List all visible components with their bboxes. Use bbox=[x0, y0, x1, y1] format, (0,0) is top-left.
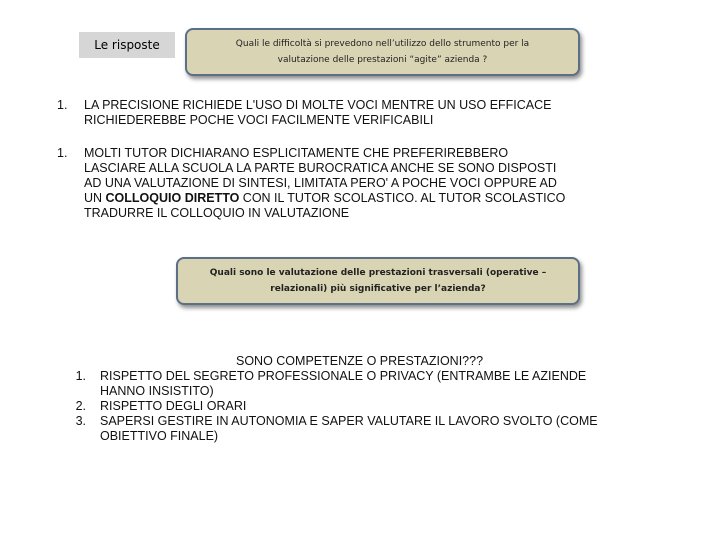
question2-line1: Quali sono le valutazione delle prestazioni trasversali (operative – bbox=[209, 268, 547, 278]
answer-number: 1. bbox=[57, 146, 68, 160]
answer-item-precision bbox=[57, 98, 677, 130]
list-item-text: RISPETTO DEGLI ORARI bbox=[100, 399, 247, 413]
section-tag bbox=[79, 32, 175, 58]
list-item-text: RISPETTO DEL SEGRETO PROFESSIONALE O PRIVACY (ENTRAMBE LE AZIENDE HANNO INSISTITO) bbox=[100, 369, 587, 398]
list-item-number: 3. bbox=[75, 414, 86, 428]
question1-line2: valutazione delle prestazioni “agite” azienda ? bbox=[277, 55, 488, 65]
question-box-difficulties bbox=[185, 28, 580, 76]
answer-number: 1. bbox=[57, 98, 68, 112]
list-item-number: 1. bbox=[75, 369, 86, 383]
answers2-list bbox=[68, 369, 688, 444]
answers2-heading: SONO COMPETENZE O PRESTAZIONI??? bbox=[236, 354, 484, 368]
list-item-number: 2. bbox=[75, 399, 86, 413]
list-item bbox=[68, 369, 688, 399]
question-box-transversal bbox=[176, 257, 580, 305]
list-item bbox=[68, 399, 688, 414]
list-item-text: SAPERSI GESTIRE IN AUTONOMIA E SAPER VALUTARE IL LAVORO SVOLTO (COME OBIETTIVO FINALE) bbox=[100, 414, 598, 443]
list-item bbox=[68, 414, 688, 444]
answer-text bbox=[84, 146, 565, 221]
question2-line2: relazionali) più significative per l’azienda? bbox=[270, 284, 486, 294]
answer-text-after: CON IL TUTOR SCOLASTICO. AL TUTOR SCOLASTICO TRADURRE IL COLLOQUIO IN VALUTAZIONE bbox=[84, 191, 566, 220]
answer-text-before: MOLTI TUTOR DICHIARANO ESPLICITAMENTE CHE PREFERIREBBERO LASCIARE ALLA SCUOLA LA PARTE BUROCRATICA ANCHE SE SONO DISPOSTI AD UNA VALUTAZIONE DI SINTESI, LIMITATA PERO' A POCHE VOCI OPPURE AD UN bbox=[84, 146, 557, 205]
answer-item-tutors bbox=[57, 146, 677, 226]
answer-text: LA PRECISIONE RICHIEDE L'USO DI MOLTE VOCI MENTRE UN USO EFFICACE RICHIEDEREBBE POCHE VOCI FACILMENTE VERIFICABILI bbox=[84, 98, 552, 127]
section-tag-label: Le risposte bbox=[94, 38, 160, 52]
answer-text-bold: COLLOQUIO DIRETTO bbox=[105, 191, 240, 205]
question1-line1: Quali le difficoltà si prevedono nell’utilizzo dello strumento per la bbox=[235, 39, 530, 49]
